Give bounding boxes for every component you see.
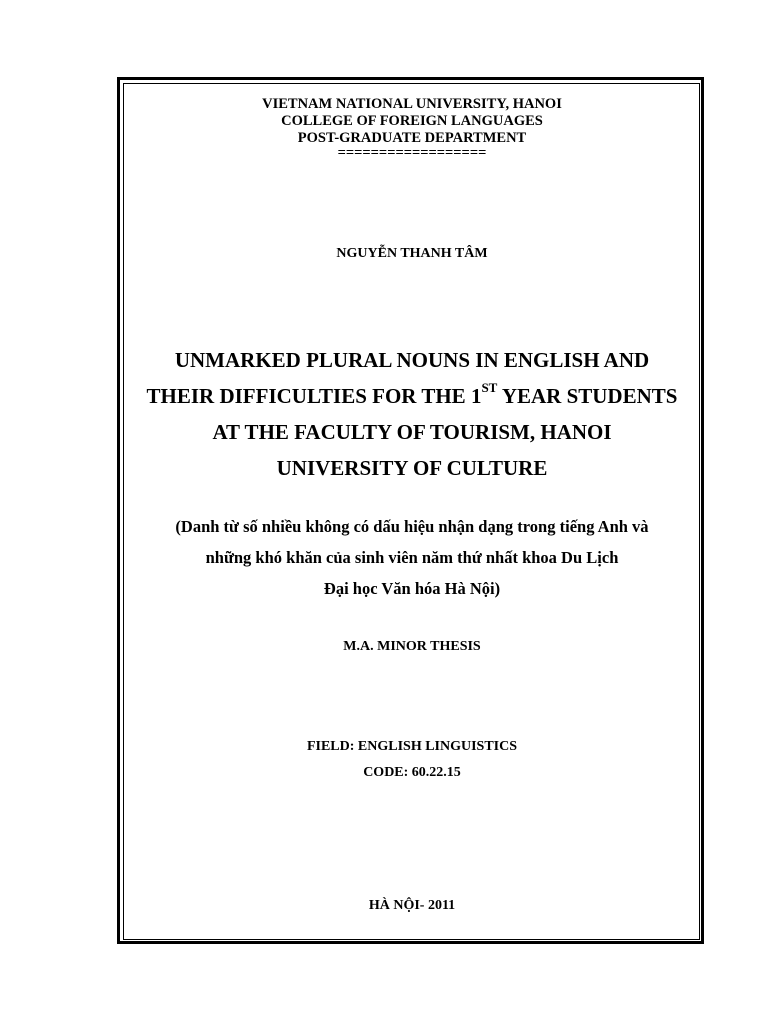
vietnamese-title-line-3: Đại học Văn hóa Hà Nội)	[323, 579, 501, 598]
field-label: FIELD: ENGLISH LINGUISTICS	[306, 739, 518, 754]
author-name: NGUYỄN THANH TÂM	[336, 246, 488, 261]
thesis-type: M.A. MINOR THESIS	[343, 639, 481, 654]
code-label: CODE: 60.22.15	[363, 765, 461, 780]
vietnamese-title-line-1: (Danh từ số nhiều không có dấu hiệu nhận dạng trong tiếng Anh và	[175, 517, 649, 536]
college-name: COLLEGE OF FOREIGN LANGUAGES	[281, 113, 543, 129]
university-name: VIETNAM NATIONAL UNIVERSITY, HANOI	[262, 96, 562, 112]
thesis-title-line-2-end: YEAR STUDENTS	[497, 384, 678, 408]
thesis-title-line-4: UNIVERSITY OF CULTURE	[276, 456, 548, 480]
thesis-title-line-1: UNMARKED PLURAL NOUNS IN ENGLISH AND	[174, 348, 650, 372]
divider-line: ==================	[337, 145, 487, 161]
thesis-title-line-2-start: THEIR DIFFICULTIES FOR THE 1	[146, 384, 482, 408]
department-name: POST-GRADUATE DEPARTMENT	[297, 130, 527, 146]
thesis-title-line-3: AT THE FACULTY OF TOURISM, HANOI	[212, 420, 612, 444]
ordinal-superscript: ST	[481, 380, 498, 395]
vietnamese-title-line-2: những khó khăn của sinh viên năm thứ nhất khoa Du Lịch	[205, 548, 619, 567]
thesis-title-line-2	[120, 378, 704, 414]
place-and-year: HÀ NỘI- 2011	[368, 898, 456, 913]
